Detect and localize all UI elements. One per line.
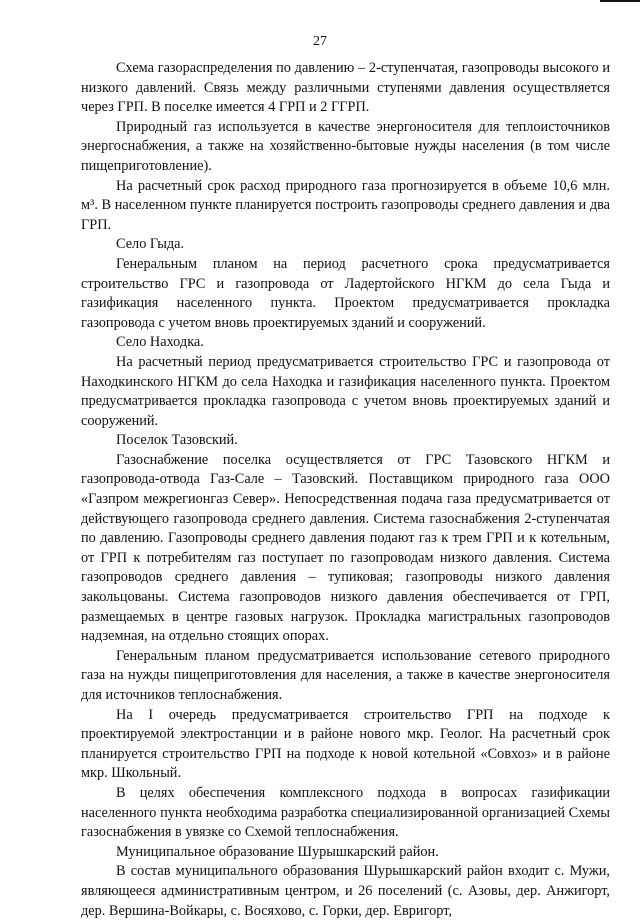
paragraph-gas-forecast: На расчетный срок расход природного газа прогнозируется в объеме 10,6 млн. м³. В населенном пункте планируется построить газопроводы среднего давления и два ГРП.: [81, 177, 610, 233]
document-body: [81, 59, 610, 921]
heading-selo-gyda: Село Гыда.: [116, 236, 185, 253]
paragraph-tazovsky-plan: Генеральным планом предусматривается использование сетевого природного газа на нужды пищеприготовления для населения, а также в качестве энергоносителя для источников теплоснабжения.: [81, 647, 610, 703]
paragraph-gyda-plan: Генеральным планом на период расчетного срока предусматривается строительство ГРС и газопровода от Ладертойского НГКМ до села Гыда и газификация населенного пункта. Проектом предусматривается прокладка газопровода с учетом вновь проектируемых зданий и сооружений.: [81, 255, 610, 331]
paragraph-tazovsky-stages: На I очередь предусматривается строительство ГРП на подходе к проектируемой электростанции и в районе нового мкр. Геолог. На расчетный срок планируется строительство ГРП на подходе к новой котельной «Совхоз» и в районе мкр. Школьный.: [81, 706, 610, 782]
heading-poselok-tazovsky: Поселок Тазовский.: [116, 432, 238, 449]
paragraph-gas-usage: Природный газ используется в качестве энергоносителя для теплоисточников энергоснабжения, а также на хозяйственно-бытовые нужды населения (в том числе пищеприготовление).: [81, 118, 610, 174]
paragraph-gas-scheme: Схема газораспределения по давлению – 2-ступенчатая, газопроводы высокого и низкого давлений. Связь между различными ступенями давления осуществляется через ГРП. В поселке имеется 4 ГРП и 2 ГГРП.: [81, 60, 610, 116]
paragraph-gasification-scheme: В целях обеспечения комплексного подхода в вопросах газификации населенного пункта необходима разработка специализированной организацией Схемы газоснабжения в увязке со Схемой теплоснабжения.: [81, 784, 610, 841]
paragraph-shuryshkarsky-composition: В состав муниципального образования Шурышкарский район входит с. Мужи, являющееся административным центром, и 26 поселений (с. Азовы, дер. Анжигорт, дер. Вершина-Войкары, с. Восяхово, с. Горки, дер. Евригорт,: [81, 863, 610, 919]
page-number: 27: [313, 34, 327, 49]
heading-selo-nakhodka: Село Находка.: [116, 334, 204, 351]
heading-shuryshkarsky-district: Муниципальное образование Шурышкарский район.: [116, 843, 439, 860]
scan-edge-mark: [600, 0, 640, 2]
paragraph-tazovsky-supply: Газоснабжение поселка осуществляется от ГРС Тазовского НГКМ и газопровода-отвода Газ-Сале – Тазовский. Поставщиком природного газа ООО «Газпром межрегионгаз Север». Непосредственная подача газа предусматривается от действующего газопровода среднего давления. Система газоснабжения 2-ступенчатая по давлению. Газопроводы среднего давления подают газ к трем ГРП и к котельным, от ГРП к потребителям газ поступает по газопроводам низкого давления. Система газопроводов среднего давления – тупиковая; газопроводы низкого давления закольцованы. Система газопроводов низкого давления обеспечивается от ГРП, размещаемых в центре газовых нагрузок. Прокладка магистральных газопроводов надземная, на отдельно стоящих опорах.: [81, 451, 610, 645]
paragraph-nakhodka-plan: На расчетный период предусматривается строительство ГРС и газопровода от Находкинского НГКМ до села Находка и газификация населенного пункта. Проектом предусматривается прокладка газопровода с учетом вновь проектируемых зданий и сооружений.: [81, 353, 610, 429]
